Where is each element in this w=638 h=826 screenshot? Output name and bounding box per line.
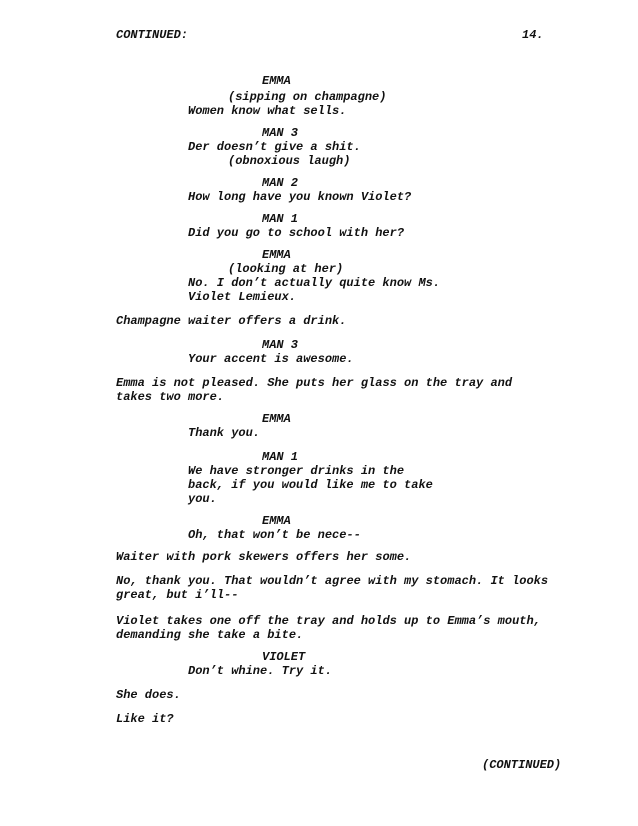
script-dialogue: back, if you would like me to take xyxy=(188,478,433,492)
script-action: Violet takes one off the tray and holds up to Emma’s mouth, xyxy=(116,614,541,628)
script-action: Like it? xyxy=(116,712,174,726)
script-dialogue: We have stronger drinks in the xyxy=(188,464,405,478)
script-action: great, but i’ll-- xyxy=(116,588,239,602)
script-dialogue: Did you go to school with her? xyxy=(188,226,405,240)
script-character: EMMA xyxy=(262,248,291,262)
script-parenthetical: (looking at her) xyxy=(228,262,344,276)
page-number: 14. xyxy=(522,28,544,42)
script-dialogue: Your accent is awesome. xyxy=(188,352,354,366)
script-character: MAN 1 xyxy=(262,450,299,464)
script-action: Champagne waiter offers a drink. xyxy=(116,314,347,328)
script-dialogue: How long have you known Violet? xyxy=(188,190,412,204)
script-character: MAN 1 xyxy=(262,212,299,226)
script-dialogue: Oh, that won’t be nece-- xyxy=(188,528,361,542)
script-dialogue: Violet Lemieux. xyxy=(188,290,297,304)
continued-footer: (CONTINUED) xyxy=(482,758,562,772)
script-dialogue: Thank you. xyxy=(188,426,261,440)
script-action: demanding she take a bite. xyxy=(116,628,304,642)
script-character: MAN 3 xyxy=(262,126,299,140)
continued-header: CONTINUED: xyxy=(116,28,189,42)
script-dialogue: you. xyxy=(188,492,217,506)
script-dialogue: Women know what sells. xyxy=(188,104,347,118)
script-action: No, thank you. That wouldn’t agree with my stomach. It looks xyxy=(116,574,549,588)
script-dialogue: Der doesn’t give a shit. xyxy=(188,140,361,154)
script-character: MAN 2 xyxy=(262,176,299,190)
script-action: Emma is not pleased. She puts her glass on the tray and xyxy=(116,376,513,390)
script-character: EMMA xyxy=(262,514,291,528)
script-parenthetical: (sipping on champagne) xyxy=(228,90,387,104)
script-character: EMMA xyxy=(262,412,291,426)
script-dialogue: No. I don’t actually quite know Ms. xyxy=(188,276,441,290)
script-dialogue: Don’t whine. Try it. xyxy=(188,664,333,678)
script-character: MAN 3 xyxy=(262,338,299,352)
script-action: She does. xyxy=(116,688,181,702)
script-character: VIOLET xyxy=(262,650,306,664)
script-action: takes two more. xyxy=(116,390,225,404)
script-parenthetical: (obnoxious laugh) xyxy=(228,154,351,168)
script-action: Waiter with pork skewers offers her some. xyxy=(116,550,412,564)
script-character: EMMA xyxy=(262,74,291,88)
